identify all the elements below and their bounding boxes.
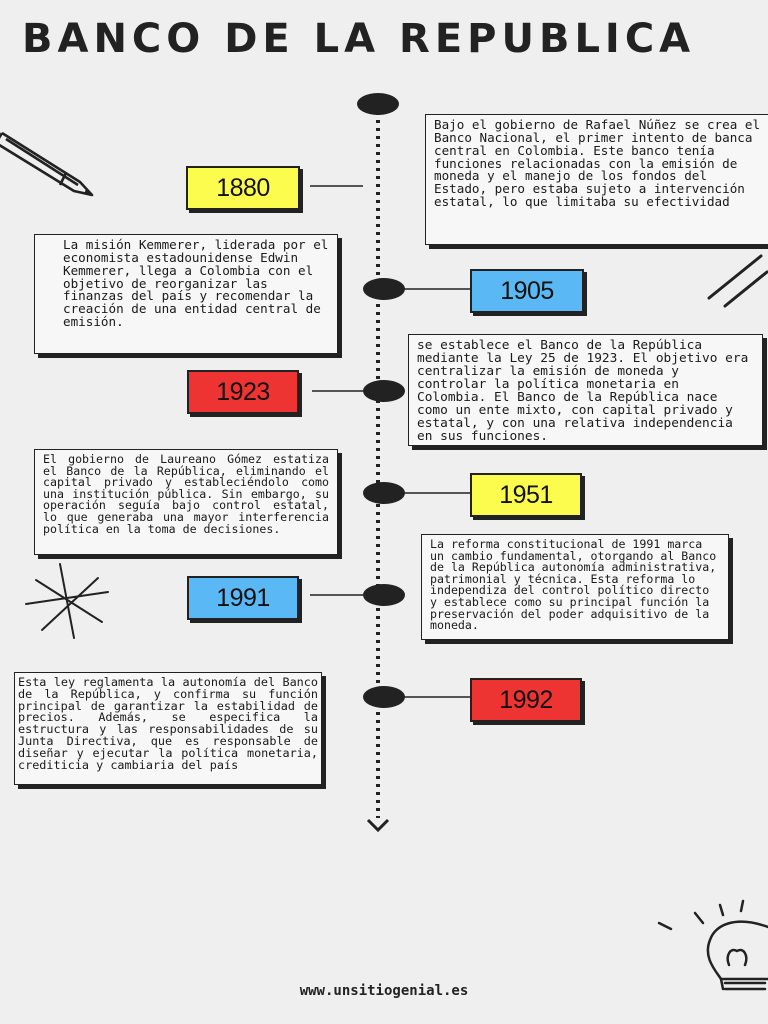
- event-description-1905: La misión Kemmerer, liderada por el economista estadounidense Edwin Kemmerer, llega a Colombia con el objetivo de reorganizar las finanzas del país y recomendar la creación de una entidad central de emisión.: [34, 234, 338, 354]
- year-label-1880: 1880: [186, 166, 300, 210]
- event-description-1992: Esta ley reglamenta la autonomía del Banco de la República, y confirma su función principal de garantizar la estabilidad de precios. Además, se especifica la estructura y las responsabilidades de su Junta Directiva, que es responsable de diseñar y ejecutar la política monetaria, crediticia y cambiaria del país: [14, 672, 322, 785]
- timeline-start-node: [357, 93, 399, 115]
- motion-lines-icon: [703, 250, 768, 310]
- page-title: BANCO DE LA REPUBLICA: [22, 16, 696, 62]
- timeline-node-1923: [363, 380, 405, 402]
- year-label-1905: 1905: [470, 269, 584, 313]
- footer-url: www.unsitiogenial.es: [299, 983, 469, 999]
- event-description-1951: El gobierno de Laureano Gómez estatiza el Banco de la República, eliminando el capital privado y estableciéndolo como una institución pública. Sin embargo, su operación seguía bajo control estatal, lo que generaba una mayor interferencia política en la toma de decisiones.: [34, 449, 338, 555]
- timeline-node-1991: [363, 584, 405, 606]
- timeline-nodes: [363, 278, 405, 708]
- event-description-1991: La reforma constitucional de 1991 marca un cambio fundamental, otorgando al Banco de la República autonomía administrativa, patrimonial y técnica. Esta reforma lo independiza del control político directo y establece como su principal función la preservación del poder adquisitivo de la moneda.: [421, 534, 729, 640]
- timeline-node-1951: [363, 482, 405, 504]
- year-label-1951: 1951: [470, 473, 582, 517]
- event-description-1923: se establece el Banco de la República mediante la Ley 25 de 1923. El objetivo era centralizar la emisión de moneda y controlar la política monetaria en Colombia. El Banco de la República nace como un ente mixto, con capital privado y estatal, y con una relativa independencia en sus funciones.: [408, 334, 763, 446]
- year-label-1991: 1991: [187, 576, 299, 620]
- timeline-arrow-icon: [368, 820, 388, 830]
- year-label-1923: 1923: [187, 370, 299, 414]
- year-label-1992: 1992: [470, 678, 582, 722]
- sparkle-icon: [22, 560, 117, 645]
- pencil-icon: [0, 125, 100, 205]
- event-description-1880: Bajo el gobierno de Rafael Núñez se crea el Banco Nacional, el primer intento de banca central en Colombia. Este banco tenía funciones relacionadas con la emisión de moneda y el manejo de los fondos del Estado, pero estaba sujeto a intervención estatal, lo que limitaba su efectividad: [425, 114, 768, 245]
